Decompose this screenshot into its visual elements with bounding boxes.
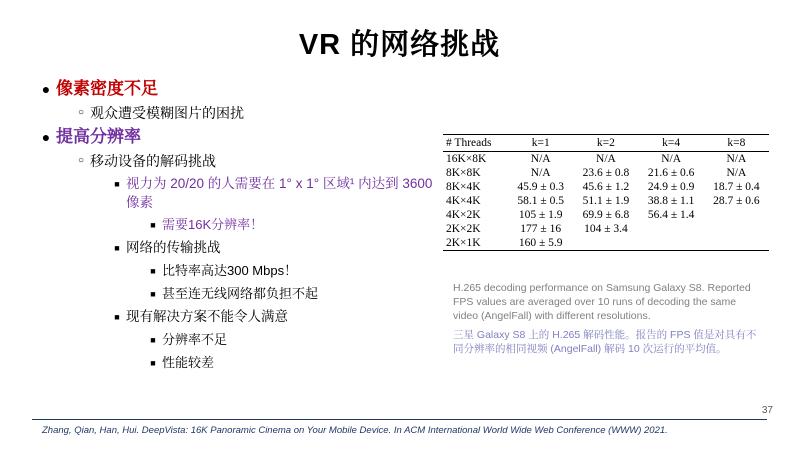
column-header: k=1 [508,135,573,152]
list-item-label: 比特率高达300 Mbps！ [162,263,298,278]
bullet-marker-icon: ■ [150,266,156,276]
table-cell: N/A [726,167,747,179]
table-cell [704,236,769,251]
list-item [108,307,436,327]
table-cell: 18.7 ± 0.4 [713,181,760,193]
column-header: k=4 [639,135,704,152]
table-cell: 4K×2K [446,209,481,221]
table-cell: 45.9 ± 0.3 [517,181,564,193]
bullet-marker-icon: ■ [114,179,120,189]
list-item [36,126,436,148]
list-item-label: 网络的传输挑战 [126,240,221,255]
list-item-label: 观众遭受模糊图片的困扰 [90,105,244,121]
table-cell [704,208,769,222]
table-cell: 4K×4K [446,195,481,207]
list-item [144,215,436,235]
bullet-marker-icon: ○ [77,107,85,118]
list-item-label: 甚至连无线网络都负担不起 [162,286,319,301]
table-cell: 58.1 ± 0.5 [517,195,564,207]
list-item-label: 提高分辨率 [56,127,141,146]
bullet-marker-icon: ■ [114,243,120,253]
table-row [443,152,769,167]
table-cell: N/A [530,167,551,179]
table-cell: N/A [530,153,551,165]
table-cell: 21.6 ± 0.6 [647,167,695,179]
page-number: 37 [761,405,773,416]
list-item-label: 性能较差 [162,355,215,370]
table-cell: N/A [661,153,682,165]
table-row [443,166,769,180]
table-cell: 24.9 ± 0.9 [647,181,695,193]
table-caption-chinese: 三星 Galaxy S8 上的 H.265 解码性能。报告的 FPS 值是对具有不同分辨率的相同视频 (AngelFall) 解码 10 次运行的平均值。 [453,329,757,355]
bullet-marker-icon: ■ [150,335,156,345]
table-row [443,236,769,251]
list-item-label: 移动设备的解码挑战 [90,153,216,169]
bullet-marker-icon: ● [41,129,51,145]
bullet-marker-icon: ■ [150,289,156,299]
table-cell: 160 ± 5.9 [508,236,573,251]
table-row [443,194,769,208]
table-cell: 28.7 ± 0.6 [713,195,760,207]
table-row [443,180,769,194]
table-cell: 2K×2K [446,223,481,235]
bullet-marker-icon: ■ [150,358,156,368]
column-header: # Threads [443,135,508,152]
bullet-marker-icon: ● [41,81,51,97]
column-header: k=8 [704,135,769,152]
list-item [108,174,436,212]
footer-divider [32,419,767,420]
list-item [36,78,436,100]
table-row [443,208,769,222]
column-header: k=2 [573,135,638,152]
table-cell: 23.6 ± 0.8 [582,167,630,179]
list-item-label: 像素密度不足 [56,79,158,98]
table-cell [639,222,704,236]
table-cell [704,222,769,236]
table-cell [639,236,704,251]
list-item-label: 分辨率不足 [162,332,228,347]
table-cell: 56.4 ± 1.4 [647,209,695,221]
list-item [144,284,436,304]
table-cell: 8K×8K [446,167,481,179]
table-cell: 38.8 ± 1.1 [647,195,695,207]
table-cell: 45.6 ± 1.2 [582,181,630,193]
footer-citation: Zhang, Qian, Han, Hui. DeepVista: 16K Panoramic Cinema on Your Mobile Device. In ACM International World Wide Web Conference (WWW) 2021. [42,425,668,436]
bullet-list [36,78,436,376]
table-row [443,222,769,236]
list-item [144,330,436,350]
list-item [144,261,436,281]
list-item [144,353,436,373]
table-cell: 69.9 ± 6.8 [582,209,630,221]
bullet-marker-icon: ○ [77,155,85,166]
table-cell: N/A [726,153,747,165]
list-item-label: 需要16K分辨率！ [162,217,264,232]
page-title: VR 的网络挑战 [298,29,501,61]
table-cell: 16K×8K [446,153,487,165]
table-cell: 177 ± 16 [520,223,562,235]
performance-table [443,134,773,251]
table-cell: 104 ± 3.4 [584,223,628,235]
table-cell: 51.1 ± 1.9 [582,195,630,207]
list-item [72,151,436,171]
bullet-marker-icon: ■ [150,220,156,230]
list-item-label: 现有解决方案不能令人满意 [126,309,288,324]
table-cell: 2K×1K [443,236,508,251]
table-caption-english: H.265 decoding performance on Samsung Galaxy S8. Reported FPS values are averaged over 10 runs of decoding the same video (AngelFall) with different resolutions. [453,282,751,322]
table-cell [573,236,638,251]
list-item [72,103,436,123]
list-item-label: 视力为 20/20 的人需要在 1° x 1° 区域¹ 内达到 3600 像素 [126,176,433,210]
table-cell: 8K×4K [446,181,481,193]
table-cell: N/A [596,153,616,165]
list-item [108,238,436,258]
table-header-row [443,135,769,152]
bullet-marker-icon: ■ [114,312,120,322]
table-cell: 105 ± 1.9 [518,209,563,221]
